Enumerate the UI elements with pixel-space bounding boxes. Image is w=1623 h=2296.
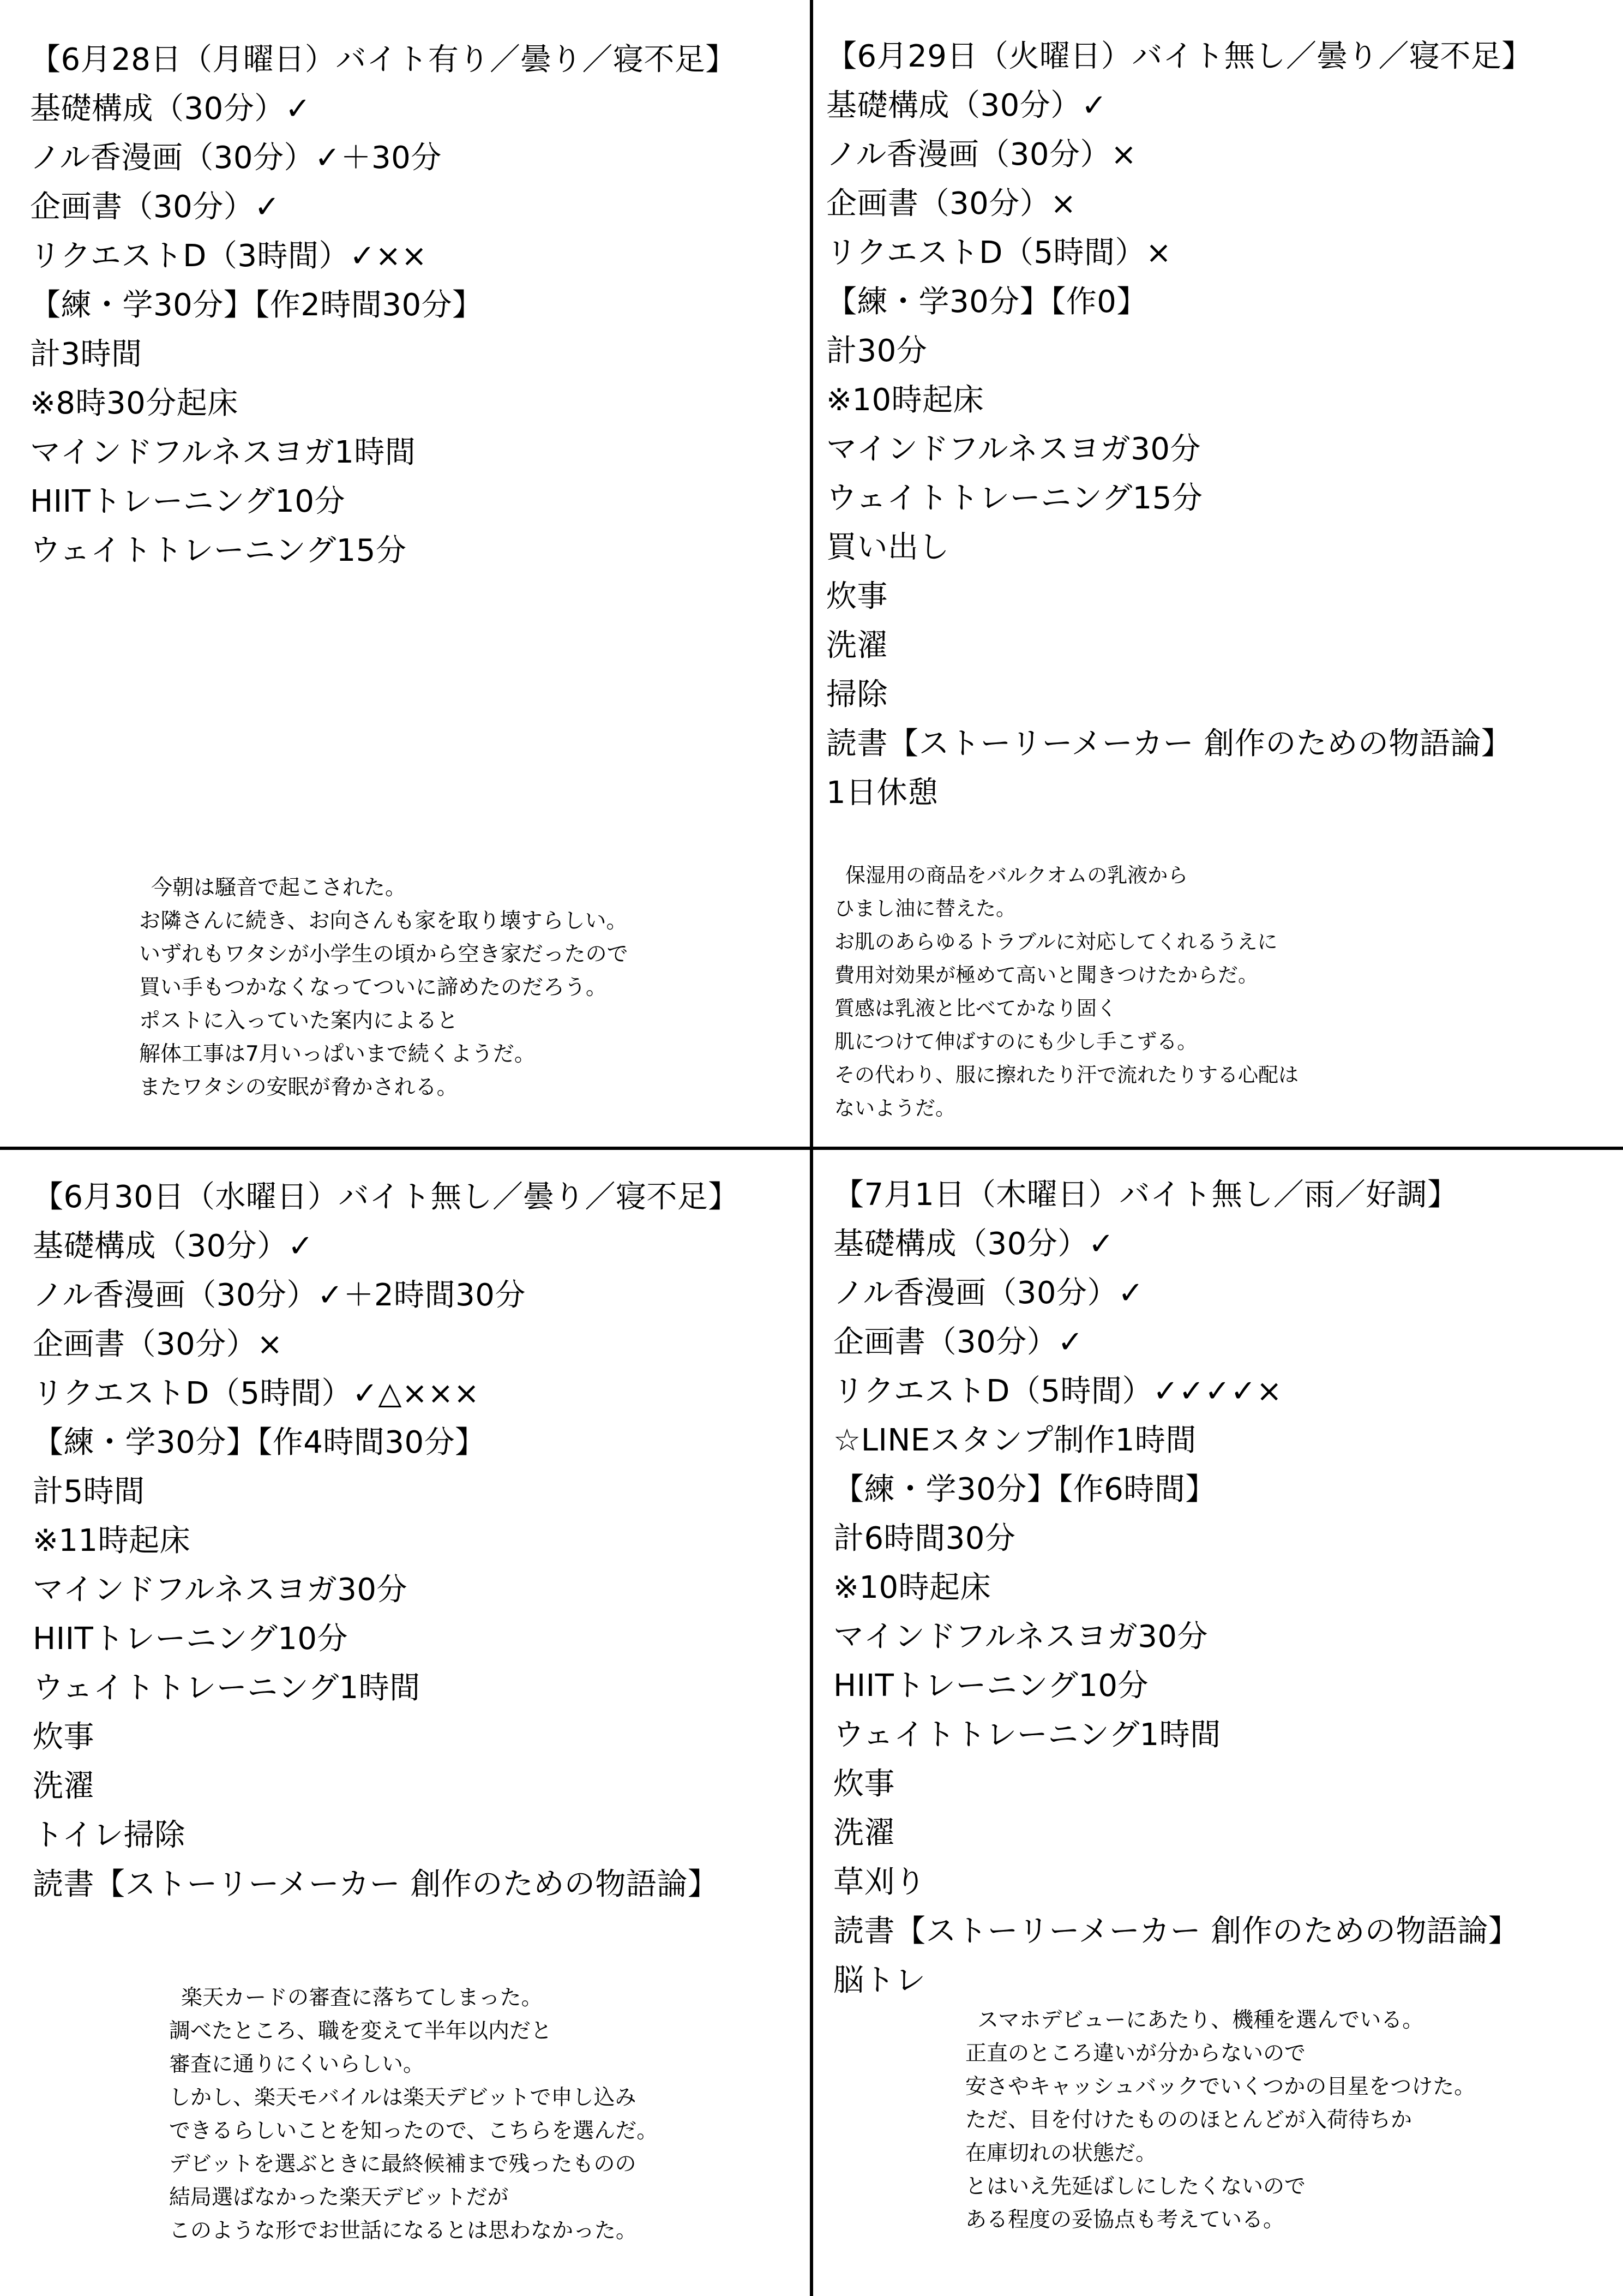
log-line: 【練・学30分】【作2時間30分】 [30,287,483,323]
log-line: ノル香漫画（30分）✓＋2時間30分 [33,1278,526,1313]
note-line: 安さやキャッシュバックでいくつかの目星をつけた。 [965,2075,1476,2099]
note-line: いずれもワタシが小学生の頃から空き家だったので [139,942,628,967]
log-line: 【練・学30分】【作6時間】 [833,1472,1216,1507]
log-line: 企画書（30分）× [826,186,1077,221]
entry-header: 【7月1日（木曜日）バイト無し／雨／好調】 [833,1177,1458,1213]
note-line: とはいえ先延ばしにしたくないので [965,2174,1306,2199]
entry-header: 【6月30日（水曜日）バイト無し／曇り／寝不足】 [33,1179,739,1215]
note-line: 解体工事は7月いっぱいまで続くようだ。 [139,1042,536,1066]
note-line: その代わり、服に擦れたり汗で流れたりする心配は [834,1063,1299,1087]
diary-note-jun-28 [139,871,628,1104]
log-line: 【練・学30分】【作4時間30分】 [33,1425,486,1460]
note-line: ポストに入っていた案内によると [139,1009,459,1033]
log-line: ウェイトトレーニング15分 [30,533,407,568]
log-line: 企画書（30分）✓ [833,1324,1084,1360]
note-line: 在庫切れの状態だ。 [965,2141,1157,2166]
log-line: 洗濯 [826,628,888,663]
log-line: HIITトレーニング10分 [833,1668,1149,1704]
log-line: リクエストD（5時間）✓✓✓✓× [833,1374,1283,1409]
log-line: ウェイトトレーニング1時間 [833,1717,1221,1753]
note-line: 審査に通りにくいらしい。 [169,2052,425,2077]
log-line: HIITトレーニング10分 [33,1621,348,1657]
note-line: できるらしいことを知ったので、こちらを選んだ。 [169,2119,658,2143]
log-line: 洗濯 [833,1815,895,1851]
log-line: 基礎構成（30分）✓ [33,1228,314,1264]
log-line: リクエストD（5時間）× [826,235,1172,271]
note-line: 買い手もつかなくなってついに諦めたのだろう。 [139,975,608,1000]
note-line: ある程度の妥協点も考えている。 [965,2208,1285,2232]
diary-entry-jun-30 [33,1173,739,1909]
note-line: 質感は乳液と比べてかなり固く [834,997,1117,1020]
log-line: リクエストD（5時間）✓△××× [33,1376,480,1411]
entry-log-list [30,35,736,576]
note-line: 正直のところ違いが分からないので [965,2041,1306,2066]
log-line: 掃除 [826,677,888,712]
note-line: ただ、目を付けたもののほとんどが入荷待ちか [965,2108,1412,2132]
log-line: ※10時起床 [833,1570,991,1605]
log-line: 計6時間30分 [833,1521,1016,1556]
log-line: ※10時起床 [826,382,984,418]
log-line: トイレ掃除 [33,1818,185,1853]
note-line: しかし、楽天モバイルは楽天デビットで申し込み [169,2085,636,2110]
log-line: 企画書（30分）× [33,1327,283,1362]
diary-entry-jul-01 [833,1171,1519,2005]
log-line: 脳トレ [833,1963,926,1998]
log-line: ウェイトトレーニング15分 [826,481,1203,516]
note-line: このような形でお世話になるとは思わなかった。 [169,2219,638,2243]
log-line: ノル香漫画（30分）× [826,137,1137,172]
note-line: 楽天カードの審査に落ちてしまった。 [181,1986,543,2010]
entry-log-list [826,32,1532,818]
log-line: 草刈り [833,1865,926,1900]
note-line: 保湿用の商品をバルクオムの乳液から [845,864,1188,887]
log-line: 洗濯 [33,1769,94,1804]
diary-entry-jun-28 [30,35,736,576]
note-line: ひまし油に替えた。 [834,897,1016,920]
note-line: スマホデビューにあたり、機種を選んでいる。 [977,2008,1424,2033]
log-line: 読書【ストーリーメーカー 創作のための物語論】 [826,726,1512,762]
note-line: お隣さんに続き、お向さんも家を取り壊すらしい。 [139,909,628,933]
log-line: 基礎構成（30分）✓ [833,1226,1115,1262]
diary-note-jun-29 [834,859,1299,1125]
log-line: 読書【ストーリーメーカー 創作のための物語論】 [833,1914,1519,1949]
log-line: マインドフルネスヨガ30分 [826,431,1201,467]
note-line: デビットを選ぶときに最終候補まで残ったものの [169,2152,636,2177]
log-line: 買い出し [826,530,949,565]
log-line: マインドフルネスヨガ1時間 [30,435,416,470]
note-line: 結局選ばなかった楽天デビットだが [169,2185,509,2210]
note-line: 肌につけて伸ばすのにも少し手こずる。 [834,1030,1198,1053]
note-line: 費用対効果が極めて高いと聞きつけたからだ。 [834,963,1258,987]
log-line: 【練・学30分】【作0】 [826,284,1147,320]
log-line: 基礎構成（30分）✓ [30,91,311,127]
log-line: ※8時30分起床 [30,386,238,421]
log-line: 基礎構成（30分）✓ [826,88,1108,123]
log-line: ノル香漫画（30分）✓＋30分 [30,140,442,176]
log-line: リクエストD（3時間）✓×× [30,238,428,274]
log-line: ウェイトトレーニング1時間 [33,1670,420,1706]
log-line: マインドフルネスヨガ30分 [33,1572,408,1608]
entry-log-list [833,1171,1519,2005]
log-line: 企画書（30分）✓ [30,189,280,225]
log-line: 計5時間 [33,1474,145,1509]
log-line: 炊事 [833,1766,895,1802]
log-line: ノル香漫画（30分）✓ [833,1275,1144,1311]
log-line: 炊事 [33,1719,94,1755]
note-line: 今朝は騒音で起こされた。 [151,876,407,900]
horizontal-divider [0,1147,1623,1150]
entry-header: 【6月28日（月曜日）バイト有り／曇り／寝不足】 [30,42,736,77]
log-line: 読書【ストーリーメーカー 創作のための物語論】 [33,1867,719,1902]
log-line: HIITトレーニング10分 [30,484,345,519]
log-line: 1日休憩 [826,775,939,811]
diary-note-jun-30 [169,1981,658,2247]
log-line: マインドフルネスヨガ30分 [833,1619,1209,1654]
log-line: ※11時起床 [33,1523,191,1558]
diary-entry-jun-29 [826,32,1532,818]
entry-header: 【6月29日（火曜日）バイト無し／曇り／寝不足】 [826,39,1532,74]
log-line: 炊事 [826,579,888,614]
log-line: ☆LINEスタンプ制作1時間 [833,1423,1197,1458]
diary-note-jul-01 [965,2004,1475,2237]
entry-log-list [33,1173,739,1909]
log-line: 計30分 [826,333,928,369]
note-line: お肌のあらゆるトラブルに対応してくれるうえに [834,930,1278,954]
log-line: 計3時間 [30,337,142,372]
note-line: 調べたところ、職を変えて半年以内だと [169,2019,552,2043]
note-line: またワタシの安眠が脅かされる。 [139,1075,458,1100]
note-line: ないようだ。 [834,1096,955,1120]
